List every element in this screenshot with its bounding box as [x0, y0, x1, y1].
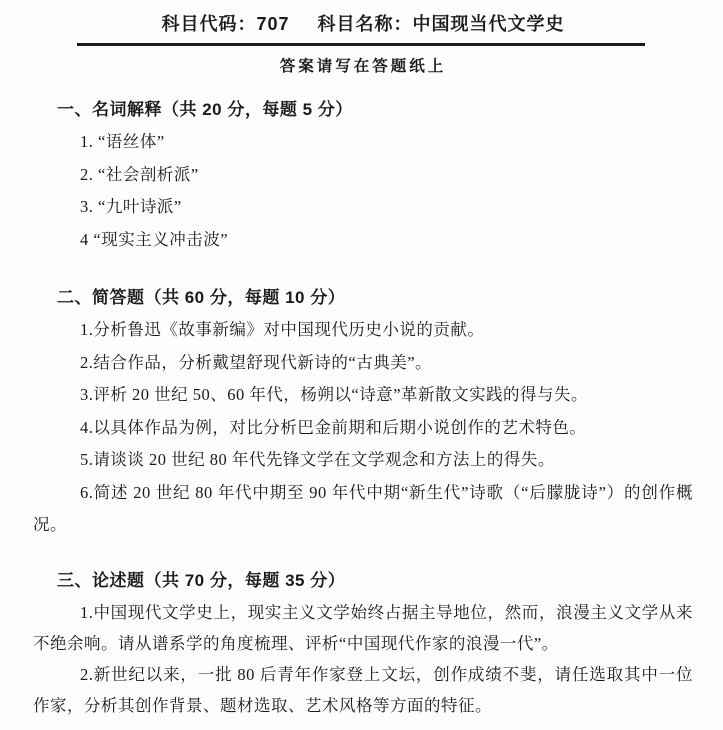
answer-sheet-notice: 答案请写在答题纸上: [279, 58, 447, 75]
question-item: 6.简述 20 世纪 80 年代中期至 90 年代中期“新生代”诗歌（“后朦胧诗”）的创作概况。: [33, 482, 693, 534]
question-item: 2.新世纪以来，一批 80 后青年作家登上文坛，创作成绩不斐，请任选取其中一位作家，分析其创作背景、题材选取、艺术风格等方面的特征。: [33, 664, 693, 715]
question-item: 4.以具体作品为例，对比分析巴金前期和后期小说创作的艺术特色。: [80, 417, 587, 437]
question-item: 3. “九叶诗派”: [80, 197, 182, 216]
section-title: 三、论述题（共 70 分，每题 35 分）: [57, 570, 346, 590]
section-term-explanation: [33, 98, 693, 256]
subject-name: 科目名称：中国现当代文学史: [317, 14, 565, 34]
question-item: 1. “语丝体”: [80, 132, 165, 151]
section-title: 一、名词解释（共 20 分，每题 5 分）: [57, 100, 353, 119]
question-item: 1.中国现代文学史上，现实主义文学始终占据主导地位，然而，浪漫主义文学从来不绝余响。请从谱系学的角度梳理、评析“中国现代作家的浪漫一代”。: [33, 602, 693, 653]
question-item: 3.评析 20 世纪 50、60 年代，杨朔以“诗意”革新散文实践的得与失。: [80, 385, 589, 404]
section-essay: [33, 569, 693, 721]
question-item: 2. “社会剖析派”: [80, 164, 199, 184]
subject-code: 科目代码：707: [161, 14, 290, 34]
question-item: 2.结合作品，分析戴望舒现代新诗的“古典美”。: [80, 352, 433, 372]
section-short-answer: [33, 286, 693, 542]
question-item: 1.分析鲁迅《故事新编》对中国现代历史小说的贡献。: [80, 320, 485, 339]
question-item: 4 “现实主义冲击波”: [80, 229, 229, 249]
header-divider: [77, 43, 645, 46]
section-title: 二、简答题（共 60 分，每题 10 分）: [57, 288, 346, 307]
question-item: 5.请谈谈 20 世纪 80 年代先锋文学在文学观念和方法上的得失。: [80, 450, 555, 469]
paper-header: [33, 13, 693, 35]
